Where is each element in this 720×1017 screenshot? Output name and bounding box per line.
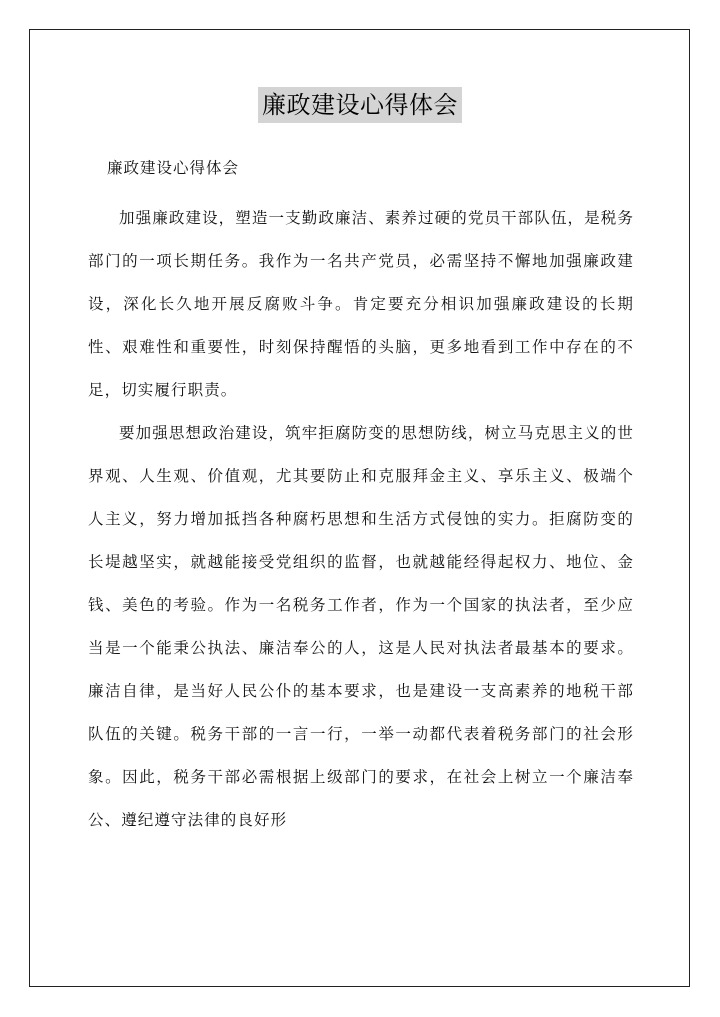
document-subheading: 廉政建设心得体会 (107, 159, 240, 177)
paragraph-1: 加强廉政建设，塑造一支勤政廉洁、素养过硬的党员干部队伍，是税务部门的一项长期任务。我作为一名共产党员，必需坚持不懈地加强廉政建设，深化长久地开展反腐败斗争。肯定要充分相识加强廉政建设的长期性、艰难性和重要性，时刻保持醒悟的头脑，更多地看到工作中存在的不足，切实履行职责。 (88, 209, 634, 399)
document-title[interactable]: 廉政建设心得体会 (258, 87, 462, 123)
document-body (88, 197, 634, 842)
title-container (0, 87, 720, 123)
paragraph-2: 要加强思想政治建设，筑牢拒腐防变的思想防线，树立马克思主义的世界观、人生观、价值观，尤其要防止和克服拜金主义、享乐主义、极端个人主义，努力增加抵挡各种腐朽思想和生活方式侵蚀的实力。拒腐防变的长堤越坚实，就越能接受党组织的监督，也就越能经得起权力、地位、金钱、美色的考验。作为一名税务工作者，作为一个国家的执法者，至少应当是一个能秉公执法、廉洁奉公的人，这是人民对执法者最基本的要求。廉洁自律，是当好人民公仆的基本要求，也是建设一支高素养的地税干部队伍的关键。税务干部的一言一行，一举一动都代表着税务部门的社会形象。因此，税务干部必需根据上级部门的要求，在社会上树立一个廉洁奉公、遵纪遵守法律的良好形 (88, 424, 634, 829)
